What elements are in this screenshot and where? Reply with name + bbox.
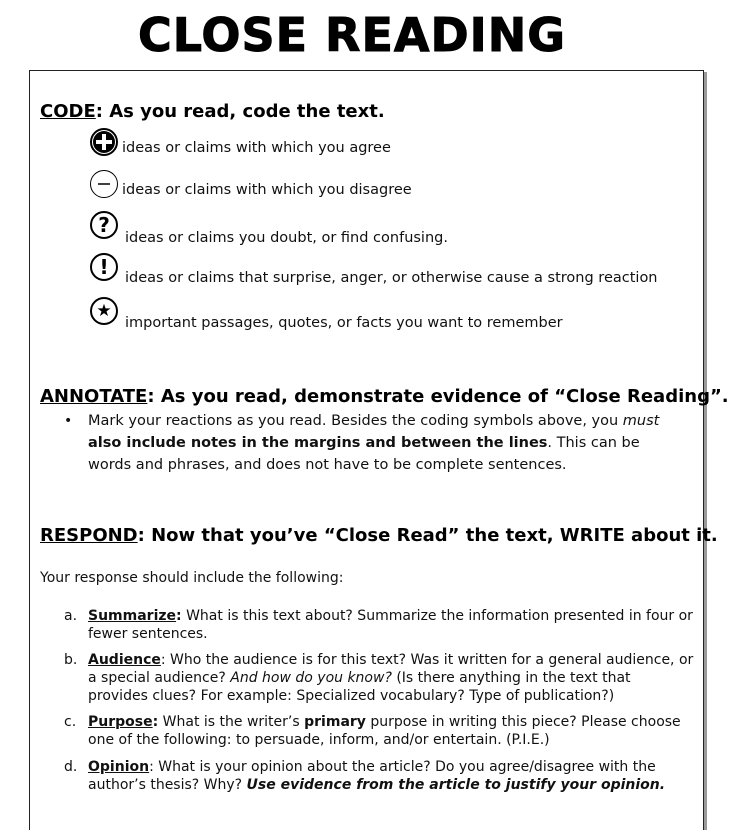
respond-label: RESPOND [40,525,138,546]
item-colon: : [152,714,159,730]
annotate-label: ANNOTATE [40,386,148,407]
item-text: What is the writer’s [158,714,305,730]
code-heading-text: : As you read, code the text. [95,101,385,122]
annotate-heading-text: : As you read, demonstrate evidence of “Close Reading”. [147,386,729,407]
item-italic: And how do you know? [230,670,392,686]
item-term: Summarize [88,608,177,624]
item-term: Audience [88,652,161,668]
plus-icon [90,128,118,156]
code-label: CODE [40,101,96,122]
item-letter: a. [64,608,78,624]
code-text: important passages, quotes, or facts you want to remember [125,315,563,331]
question-icon: ? [90,211,118,239]
item-text: Who the audience is for this text? Was it written for a general audience, or a special audience? [88,652,694,686]
code-text: ideas or claims with which you disagree [122,182,412,198]
code-text: ideas or claims that surprise, anger, or otherwise cause a strong reaction [125,270,658,286]
item-letter: b. [64,652,78,668]
item-text: (Is there anything in the text that provides clues? For example: Specialized vocabulary? Type of publication?) [88,670,631,704]
exclamation-icon: ! [90,253,118,281]
annotate-bold: also include notes in the margins and between the lines [88,435,548,451]
item-letter: d. [64,759,78,775]
item-term: Opinion [88,759,150,775]
code-heading [40,101,385,122]
item-text: What is your opinion about the article? Do you agree/disagree with the author’s thesis? Why? [88,759,656,793]
respond-heading [40,525,718,546]
respond-heading-text: : Now that you’ve “Close Read” the text, WRITE about it. [137,525,718,546]
code-text: ideas or claims with which you agree [122,140,391,156]
item-term: Purpose [88,714,153,730]
annotate-text-part: Mark your reactions as you read. Besides the coding symbols above, you [88,413,623,429]
item-text: What is this text about? Summarize the information presented in four or fewer sentences. [88,608,693,642]
item-bolditalic: Use evidence from the article to justify your opinion. [246,777,666,793]
star-icon: ★ [90,297,118,325]
code-text: ideas or claims you doubt, or find confusing. [125,230,448,246]
page-title: CLOSE READING [137,8,567,62]
item-colon: : [149,759,154,775]
bullet-icon: • [64,413,73,429]
item-colon: : [176,608,182,624]
item-colon: : [160,652,166,668]
respond-intro: Your response should include the following: [40,570,344,586]
annotate-heading [40,386,729,407]
annotate-text-part: . This can be words and phrases, and does not have to be complete sentences. [88,435,640,473]
annotate-bullet-text [88,410,678,476]
minus-icon [90,170,118,198]
item-bold: primary [304,714,366,730]
annotate-must: must [622,413,660,429]
item-letter: c. [64,714,77,730]
item-text: purpose in writing this piece? Please choose one of the following: to persuade, inform, and/or entertain. (P.I.E.) [88,714,681,748]
